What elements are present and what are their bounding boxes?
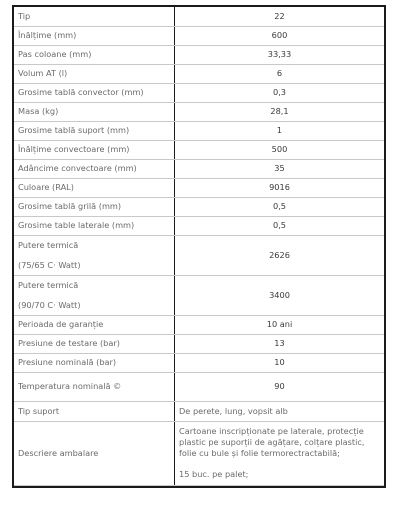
row-value: 0,3 [175,83,385,102]
row-label: Înălțime convectoare (mm) [14,140,175,159]
row-label: Presiune nominală (bar) [14,353,175,372]
row-label: Adâncime convectoare (mm) [14,159,175,178]
row-label: Descriere ambalare [14,421,175,485]
row-value: 500 [175,140,385,159]
table-row-thermal-90 [14,275,384,315]
row-label: Înălțime (mm) [14,26,175,45]
table-row [14,45,384,64]
table-row [14,353,384,372]
table-row [14,7,384,26]
table-row-packaging [14,421,384,485]
table-row [14,334,384,353]
table-row [14,83,384,102]
row-label: Tip suport [14,401,175,421]
table-row [14,64,384,83]
row-value: 1 [175,121,385,140]
table-row [14,26,384,45]
row-label: Volum AT (l) [14,64,175,83]
row-label: Grosime table laterale (mm) [14,216,175,235]
table-row [14,140,384,159]
row-label: Presiune de testare (bar) [14,334,175,353]
row-label [14,235,175,275]
thermal-title: Putere termică [18,239,79,250]
packaging-paragraph: 15 buc. pe palet; [179,469,249,479]
row-value: 13 [175,334,385,353]
row-value: 28,1 [175,102,385,121]
row-label: Grosime tablă grilă (mm) [14,197,175,216]
packaging-paragraph: Cartoane inscripționate pe laterale, protecție plastic pe suporții de agățare, colțare plastic, folie cu bule și folie termorectractabilă; [179,426,365,458]
row-value: 3400 [175,275,385,315]
row-value: 90 [175,372,385,401]
table-row [14,197,384,216]
table-row-thermal-75 [14,235,384,275]
row-value: 2626 [175,235,385,275]
table-row [14,121,384,140]
table-row [14,216,384,235]
specifications-table [12,5,386,488]
row-label: Tip [14,7,175,26]
table-row [14,102,384,121]
thermal-condition: (75/65 C· Watt) [18,259,81,270]
row-label: Grosime tablă convector (mm) [14,83,175,102]
table-row-support [14,401,384,421]
table-row [14,178,384,197]
row-label: Pas coloane (mm) [14,45,175,64]
packaging-description [175,421,385,485]
row-value: 0,5 [175,216,385,235]
row-value: 9016 [175,178,385,197]
row-label [14,275,175,315]
row-label: Culoare (RAL) [14,178,175,197]
row-value: 10 ani [175,315,385,334]
table-row [14,315,384,334]
row-value: 33,33 [175,45,385,64]
row-label: Perioada de garanție [14,315,175,334]
row-label: Masa (kg) [14,102,175,121]
row-value: 10 [175,353,385,372]
row-label: Grosime tablă suport (mm) [14,121,175,140]
row-value: De perete, lung, vopsit alb [175,401,385,421]
row-value: 22 [175,7,385,26]
thermal-title: Putere termică [18,279,79,290]
table-row-temperature [14,372,384,401]
row-value: 600 [175,26,385,45]
row-value: 6 [175,64,385,83]
row-value: 35 [175,159,385,178]
row-value: 0,5 [175,197,385,216]
thermal-condition: (90/70 C· Watt) [18,299,81,310]
row-label: Temperatura nominală © [14,372,175,401]
table-row [14,159,384,178]
